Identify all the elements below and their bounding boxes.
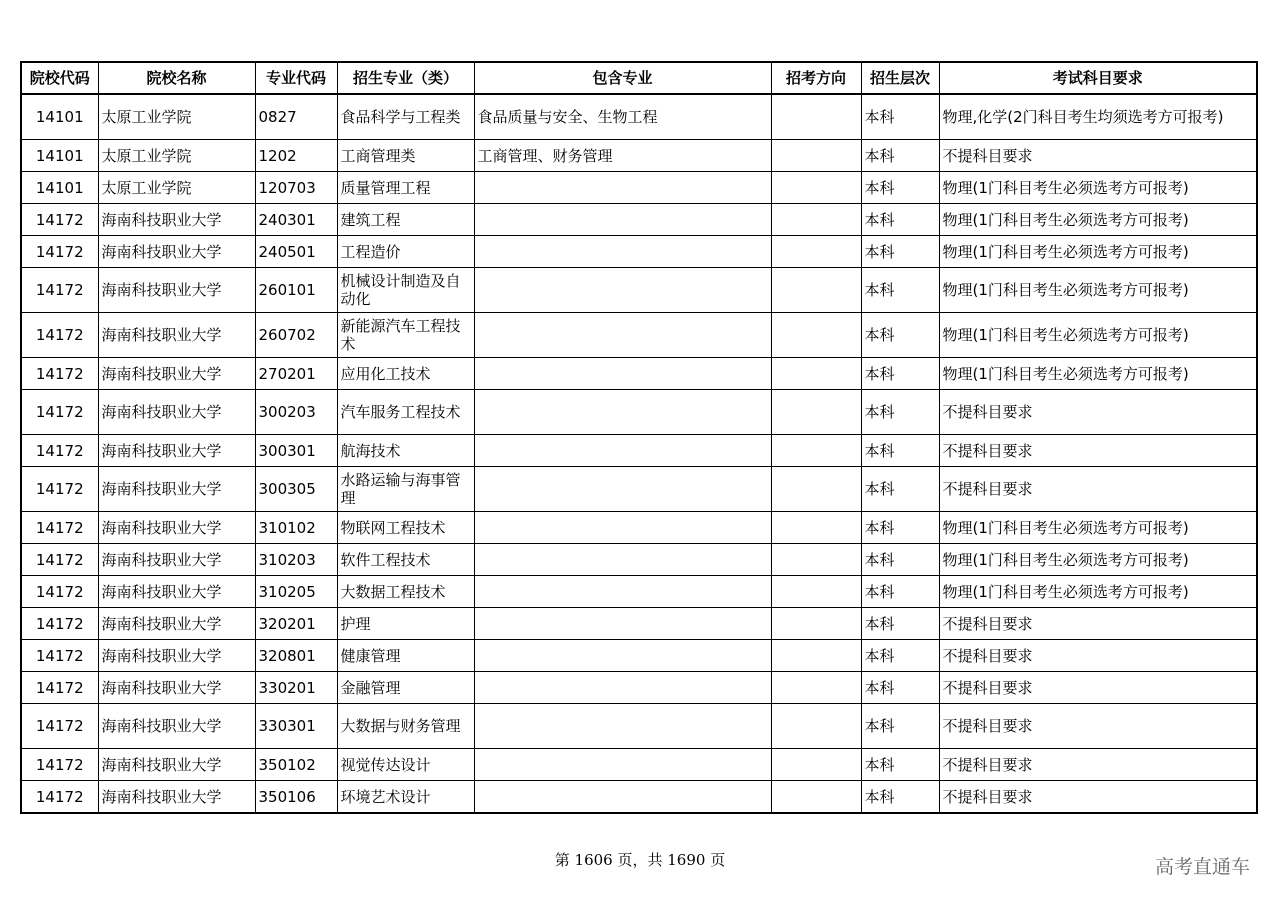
- cell-major-code: 330201: [255, 672, 337, 704]
- cell-level: 本科: [861, 781, 939, 814]
- table-row: [21, 781, 1257, 814]
- header-row: [21, 62, 1257, 94]
- cell-school-code: 14172: [21, 204, 98, 236]
- page-number: 第 1606 页，共 1690 页: [554, 851, 726, 869]
- cell-subject-requirements: 不提科目要求: [939, 608, 1257, 640]
- cell-direction: [771, 140, 861, 172]
- header-direction: 招考方向: [771, 62, 861, 94]
- cell-major: 健康管理: [337, 640, 474, 672]
- cell-major-code: 240501: [255, 236, 337, 268]
- cell-major: 水路运输与海事管理: [337, 467, 474, 512]
- cell-major: 食品科学与工程类: [337, 94, 474, 140]
- cell-major-code: 300305: [255, 467, 337, 512]
- cell-included-majors: [474, 672, 771, 704]
- cell-subject-requirements: 不提科目要求: [939, 640, 1257, 672]
- cell-included-majors: [474, 467, 771, 512]
- cell-direction: [771, 672, 861, 704]
- cell-subject-requirements: 物理(1门科目考生必须选考方可报考): [939, 512, 1257, 544]
- cell-included-majors: 食品质量与安全、生物工程: [474, 94, 771, 140]
- cell-level: 本科: [861, 467, 939, 512]
- cell-level: 本科: [861, 358, 939, 390]
- cell-level: 本科: [861, 390, 939, 435]
- cell-major: 汽车服务工程技术: [337, 390, 474, 435]
- cell-school-code: 14101: [21, 94, 98, 140]
- table-row: [21, 749, 1257, 781]
- cell-major: 大数据工程技术: [337, 576, 474, 608]
- cell-subject-requirements: 不提科目要求: [939, 435, 1257, 467]
- cell-subject-requirements: 物理(1门科目考生必须选考方可报考): [939, 313, 1257, 358]
- cell-subject-requirements: 不提科目要求: [939, 390, 1257, 435]
- cell-major-code: 310203: [255, 544, 337, 576]
- cell-school-name: 海南科技职业大学: [98, 512, 255, 544]
- cell-level: 本科: [861, 94, 939, 140]
- cell-major-code: 300203: [255, 390, 337, 435]
- cell-level: 本科: [861, 749, 939, 781]
- cell-major: 物联网工程技术: [337, 512, 474, 544]
- cell-subject-requirements: 物理(1门科目考生必须选考方可报考): [939, 236, 1257, 268]
- cell-school-name: 海南科技职业大学: [98, 467, 255, 512]
- cell-major-code: 270201: [255, 358, 337, 390]
- cell-level: 本科: [861, 172, 939, 204]
- cell-school-code: 14172: [21, 390, 98, 435]
- cell-subject-requirements: 物理,化学(2门科目考生均须选考方可报考): [939, 94, 1257, 140]
- cell-school-name: 海南科技职业大学: [98, 313, 255, 358]
- cell-school-name: 海南科技职业大学: [98, 704, 255, 749]
- cell-included-majors: [474, 358, 771, 390]
- cell-level: 本科: [861, 576, 939, 608]
- cell-major-code: 240301: [255, 204, 337, 236]
- table-row: [21, 236, 1257, 268]
- cell-school-code: 14172: [21, 704, 98, 749]
- cell-school-name: 海南科技职业大学: [98, 435, 255, 467]
- cell-included-majors: [474, 544, 771, 576]
- cell-direction: [771, 204, 861, 236]
- header-school-code: 院校代码: [21, 62, 98, 94]
- cell-direction: [771, 512, 861, 544]
- cell-subject-requirements: 物理(1门科目考生必须选考方可报考): [939, 576, 1257, 608]
- cell-included-majors: [474, 204, 771, 236]
- cell-school-name: 海南科技职业大学: [98, 749, 255, 781]
- table-row: [21, 467, 1257, 512]
- cell-included-majors: [474, 313, 771, 358]
- cell-level: 本科: [861, 268, 939, 313]
- cell-school-name: 海南科技职业大学: [98, 672, 255, 704]
- header-subject-requirements: 考试科目要求: [939, 62, 1257, 94]
- cell-included-majors: [474, 576, 771, 608]
- cell-major: 视觉传达设计: [337, 749, 474, 781]
- cell-major: 建筑工程: [337, 204, 474, 236]
- cell-school-code: 14172: [21, 640, 98, 672]
- cell-major-code: 120703: [255, 172, 337, 204]
- cell-school-code: 14172: [21, 268, 98, 313]
- cell-level: 本科: [861, 640, 939, 672]
- table-row: [21, 608, 1257, 640]
- cell-direction: [771, 268, 861, 313]
- cell-school-code: 14172: [21, 749, 98, 781]
- cell-included-majors: [474, 512, 771, 544]
- table-row: [21, 390, 1257, 435]
- cell-school-code: 14172: [21, 512, 98, 544]
- cell-subject-requirements: 物理(1门科目考生必须选考方可报考): [939, 268, 1257, 313]
- cell-major: 护理: [337, 608, 474, 640]
- table-row: [21, 94, 1257, 140]
- cell-major: 机械设计制造及自动化: [337, 268, 474, 313]
- cell-school-code: 14172: [21, 608, 98, 640]
- table-row: [21, 204, 1257, 236]
- cell-direction: [771, 467, 861, 512]
- cell-school-code: 14172: [21, 358, 98, 390]
- watermark: 高考直通车: [1154, 856, 1250, 878]
- cell-school-code: 14101: [21, 172, 98, 204]
- cell-subject-requirements: 不提科目要求: [939, 749, 1257, 781]
- cell-major-code: 350106: [255, 781, 337, 814]
- cell-included-majors: [474, 390, 771, 435]
- cell-school-code: 14172: [21, 576, 98, 608]
- cell-major: 金融管理: [337, 672, 474, 704]
- cell-major: 环境艺术设计: [337, 781, 474, 814]
- cell-included-majors: [474, 749, 771, 781]
- cell-school-name: 海南科技职业大学: [98, 268, 255, 313]
- cell-subject-requirements: 不提科目要求: [939, 704, 1257, 749]
- cell-school-name: 海南科技职业大学: [98, 358, 255, 390]
- cell-level: 本科: [861, 608, 939, 640]
- table-row: [21, 358, 1257, 390]
- cell-direction: [771, 781, 861, 814]
- cell-level: 本科: [861, 204, 939, 236]
- cell-direction: [771, 608, 861, 640]
- table-row: [21, 672, 1257, 704]
- cell-included-majors: [474, 704, 771, 749]
- cell-major-code: 330301: [255, 704, 337, 749]
- cell-major-code: 310205: [255, 576, 337, 608]
- cell-subject-requirements: 物理(1门科目考生必须选考方可报考): [939, 358, 1257, 390]
- cell-level: 本科: [861, 435, 939, 467]
- cell-level: 本科: [861, 544, 939, 576]
- cell-included-majors: [474, 608, 771, 640]
- cell-major-code: 320201: [255, 608, 337, 640]
- cell-school-name: 海南科技职业大学: [98, 576, 255, 608]
- cell-major-code: 260101: [255, 268, 337, 313]
- cell-major-code: 300301: [255, 435, 337, 467]
- cell-school-name: 太原工业学院: [98, 140, 255, 172]
- cell-school-name: 海南科技职业大学: [98, 544, 255, 576]
- cell-level: 本科: [861, 672, 939, 704]
- cell-included-majors: [474, 640, 771, 672]
- table-row: [21, 704, 1257, 749]
- cell-subject-requirements: 物理(1门科目考生必须选考方可报考): [939, 544, 1257, 576]
- cell-school-name: 海南科技职业大学: [98, 608, 255, 640]
- table-row: [21, 313, 1257, 358]
- cell-included-majors: [474, 435, 771, 467]
- cell-major-code: 1202: [255, 140, 337, 172]
- cell-included-majors: [474, 781, 771, 814]
- cell-level: 本科: [861, 704, 939, 749]
- cell-subject-requirements: 不提科目要求: [939, 781, 1257, 814]
- table-row: [21, 640, 1257, 672]
- cell-school-code: 14172: [21, 781, 98, 814]
- cell-major-code: 0827: [255, 94, 337, 140]
- cell-direction: [771, 435, 861, 467]
- cell-major-code: 320801: [255, 640, 337, 672]
- cell-level: 本科: [861, 236, 939, 268]
- cell-school-name: 海南科技职业大学: [98, 640, 255, 672]
- cell-school-code: 14172: [21, 467, 98, 512]
- table-row: [21, 268, 1257, 313]
- cell-subject-requirements: 不提科目要求: [939, 467, 1257, 512]
- cell-direction: [771, 704, 861, 749]
- cell-school-name: 海南科技职业大学: [98, 204, 255, 236]
- cell-school-code: 14172: [21, 544, 98, 576]
- cell-subject-requirements: 物理(1门科目考生必须选考方可报考): [939, 204, 1257, 236]
- cell-direction: [771, 358, 861, 390]
- cell-level: 本科: [861, 313, 939, 358]
- cell-school-code: 14101: [21, 140, 98, 172]
- cell-subject-requirements: 物理(1门科目考生必须选考方可报考): [939, 172, 1257, 204]
- cell-included-majors: 工商管理、财务管理: [474, 140, 771, 172]
- cell-level: 本科: [861, 512, 939, 544]
- cell-direction: [771, 576, 861, 608]
- cell-major: 航海技术: [337, 435, 474, 467]
- table-row: [21, 140, 1257, 172]
- cell-direction: [771, 544, 861, 576]
- table-row: [21, 576, 1257, 608]
- cell-school-code: 14172: [21, 313, 98, 358]
- cell-major: 工商管理类: [337, 140, 474, 172]
- table-row: [21, 544, 1257, 576]
- admissions-table: [20, 61, 1258, 814]
- cell-direction: [771, 172, 861, 204]
- cell-direction: [771, 313, 861, 358]
- cell-direction: [771, 94, 861, 140]
- cell-included-majors: [474, 172, 771, 204]
- cell-school-code: 14172: [21, 236, 98, 268]
- cell-school-name: 海南科技职业大学: [98, 781, 255, 814]
- cell-major: 工程造价: [337, 236, 474, 268]
- cell-school-name: 海南科技职业大学: [98, 390, 255, 435]
- cell-subject-requirements: 不提科目要求: [939, 140, 1257, 172]
- header-major: 招生专业（类）: [337, 62, 474, 94]
- header-major-code: 专业代码: [255, 62, 337, 94]
- header-school-name: 院校名称: [98, 62, 255, 94]
- cell-direction: [771, 640, 861, 672]
- table-row: [21, 435, 1257, 467]
- cell-major-code: 310102: [255, 512, 337, 544]
- cell-direction: [771, 749, 861, 781]
- table-row: [21, 512, 1257, 544]
- cell-major: 应用化工技术: [337, 358, 474, 390]
- cell-major: 大数据与财务管理: [337, 704, 474, 749]
- cell-school-name: 太原工业学院: [98, 94, 255, 140]
- table-row: [21, 172, 1257, 204]
- cell-school-code: 14172: [21, 435, 98, 467]
- header-included-majors: 包含专业: [474, 62, 771, 94]
- cell-included-majors: [474, 236, 771, 268]
- cell-school-name: 海南科技职业大学: [98, 236, 255, 268]
- cell-included-majors: [474, 268, 771, 313]
- cell-level: 本科: [861, 140, 939, 172]
- cell-direction: [771, 236, 861, 268]
- cell-school-name: 太原工业学院: [98, 172, 255, 204]
- cell-school-code: 14172: [21, 672, 98, 704]
- cell-major: 软件工程技术: [337, 544, 474, 576]
- cell-major-code: 350102: [255, 749, 337, 781]
- cell-major: 新能源汽车工程技术: [337, 313, 474, 358]
- cell-major-code: 260702: [255, 313, 337, 358]
- cell-major: 质量管理工程: [337, 172, 474, 204]
- cell-direction: [771, 390, 861, 435]
- header-level: 招生层次: [861, 62, 939, 94]
- cell-subject-requirements: 不提科目要求: [939, 672, 1257, 704]
